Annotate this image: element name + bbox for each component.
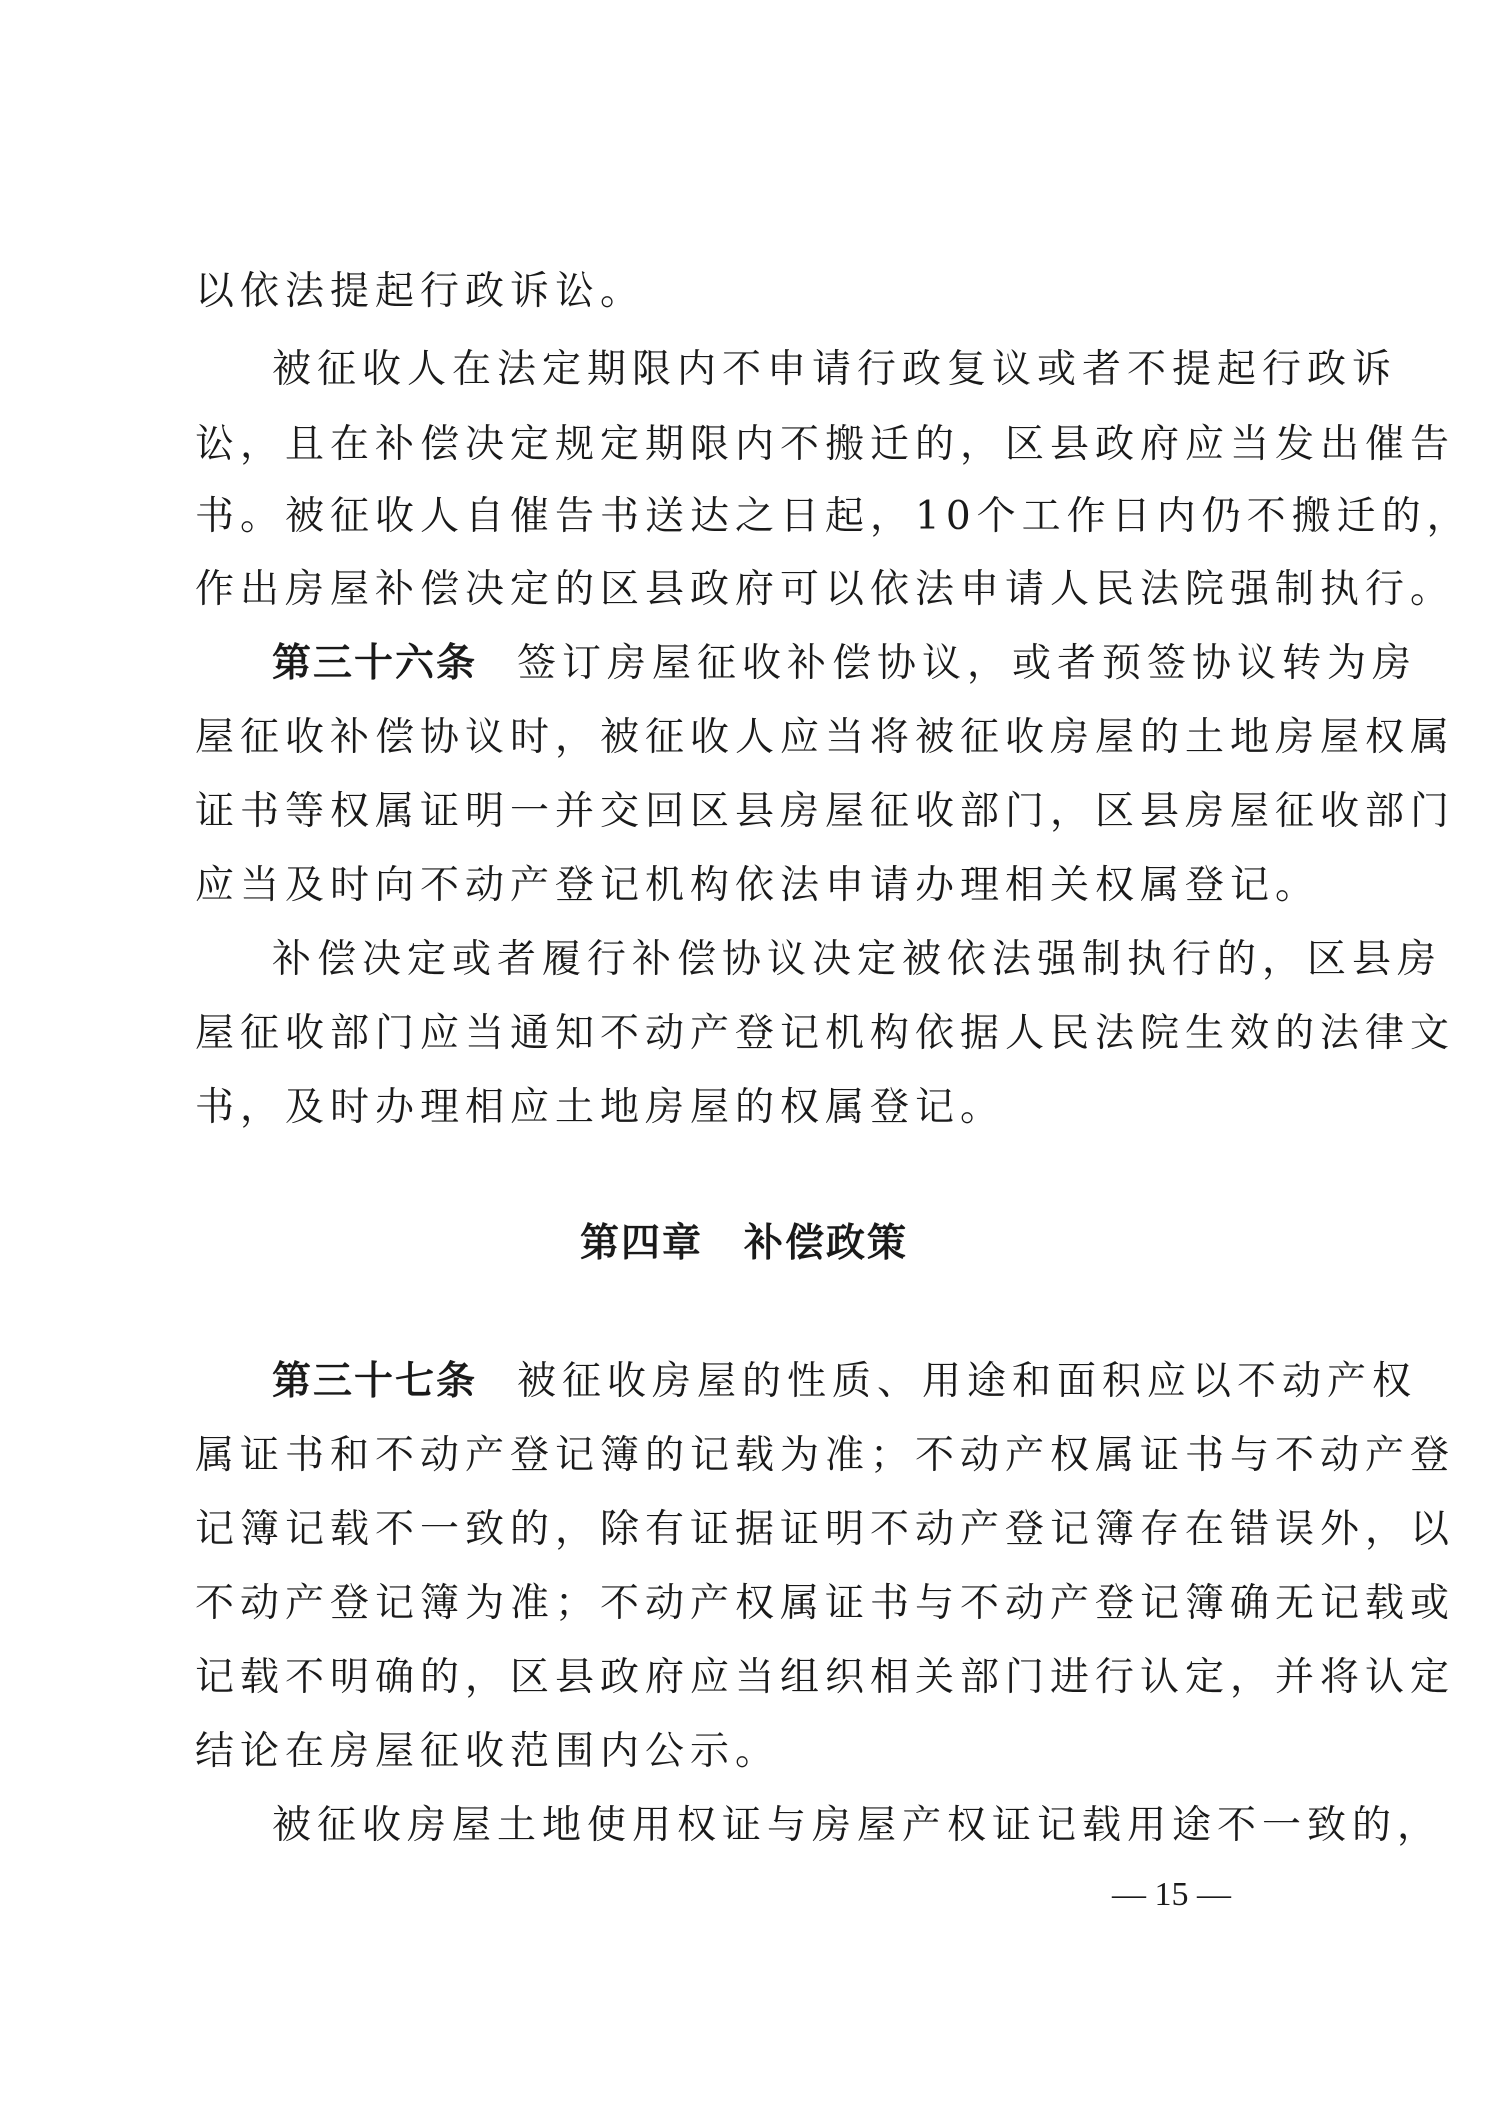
article-36-title: 第三十六条 [272,641,478,686]
text-line: 屋征收补偿协议时，被征收人应当将被征收房屋的土地房屋权属 [195,715,1456,760]
chapter-heading: 第四章 补偿政策 [579,1221,908,1266]
text-line: 书。被征收人自催告书送达之日起，10个工作日内仍不搬迁的， [195,494,1472,539]
text-line: 被征收房屋土地使用权证与房屋产权证记载用途不一致的， [272,1803,1443,1848]
text-line: 作出房屋补偿决定的区县政府可以依法申请人民法院强制执行。 [195,567,1456,612]
text-line: 结论在房屋征收范围内公示。 [195,1729,781,1774]
page-number: — 15 — [1112,1876,1231,1913]
text-line: 证书等权属证明一并交回区县房屋征收部门，区县房屋征收部门 [195,789,1456,834]
text-line: 属证书和不动产登记簿的记载为准；不动产权属证书与不动产登 [195,1433,1456,1478]
text-line: 补偿决定或者履行补偿协议决定被依法强制执行的，区县房 [272,937,1443,982]
article-36-first-line [272,641,1418,686]
text-line: 不动产登记簿为准；不动产权属证书与不动产登记簿确无记载或 [195,1581,1456,1626]
article-37-first-line [272,1359,1418,1404]
text-line: 屋征收部门应当通知不动产登记机构依据人民法院生效的法律文 [195,1011,1456,1056]
text-line: 签订房屋征收补偿协议，或者预签协议转为房 [517,641,1418,686]
text-line: 书，及时办理相应土地房屋的权属登记。 [195,1085,1006,1130]
text-line: 记簿记载不一致的，除有证据证明不动产登记簿存在错误外，以 [195,1507,1456,1552]
text-line: 应当及时向不动产登记机构依法申请办理相关权属登记。 [195,863,1321,908]
text-line: 以依法提起行政诉讼。 [195,269,646,314]
text-line: 被征收房屋的性质、用途和面积应以不动产权 [517,1359,1418,1404]
article-37-title: 第三十七条 [272,1359,478,1404]
text-line: 被征收人在法定期限内不申请行政复议或者不提起行政诉 [272,347,1398,392]
text-line: 讼，且在补偿决定规定期限内不搬迁的，区县政府应当发出催告 [195,422,1456,467]
text-line: 记载不明确的，区县政府应当组织相关部门进行认定，并将认定 [195,1655,1456,1700]
